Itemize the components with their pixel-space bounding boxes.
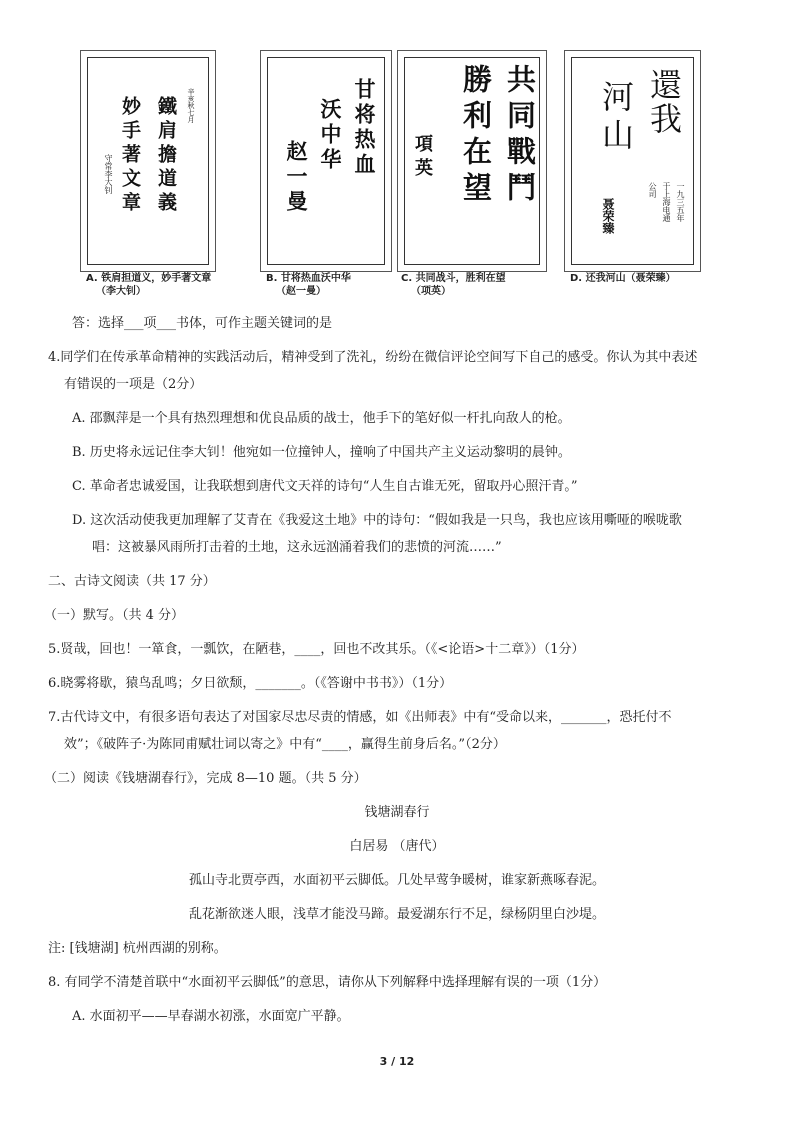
calligraphy-panel-a <box>80 50 216 272</box>
calligraphy-panel-c <box>397 50 547 272</box>
option-d-continued: 唱：这被暴风雨所打击着的土地，这永远汹涌着我们的悲愤的河流……” <box>92 540 502 555</box>
option-d: D. 这次活动使我更加理解了艾青在《我爱这土地》中的诗句：“假如我是一只鸟，我也应该用嘶哑的喉咙歌 <box>72 513 682 528</box>
question-5: 5.贤哉，回也！一箪食，一瓢饮，在陋巷，____，回也不改其乐。（《<论语>十二章》）（1分） <box>48 642 585 657</box>
calligraphy-signature: 聂荣臻 <box>601 198 615 234</box>
answer-line: 答：选择___项___书体，可作主题关键词的是 <box>72 316 333 331</box>
poem-line: 乱花渐欲迷人眼，浅草才能没马蹄。最爱湖东行不足，绿杨阴里白沙堤。 <box>188 907 605 922</box>
caption-b <box>266 272 351 298</box>
calligraphy-column: 甘将热血 <box>352 78 377 178</box>
poem-title: 钱塘湖春行 <box>364 805 430 820</box>
caption-text: C. 共同战斗，胜利在望 <box>401 273 506 284</box>
panel-frame <box>571 57 694 265</box>
option-b: B. 历史将永远记住李大钊！他宛如一位撞钟人，撞响了中国共产主义运动黎明的晨钟。 <box>72 445 571 460</box>
question-4-stem: 有错误的一项是（2分） <box>64 377 203 392</box>
question-4-stem: 4.同学们在传承革命精神的实践活动后，精神受到了洗礼，纷纷在微信评论空间写下自己的感受。你认为其中表述 <box>48 350 698 365</box>
question-6: 6.晓雾将歇，猿鸟乱鸣；夕日欲颓，_______。（《答谢中书书》）（1分） <box>48 676 453 691</box>
question-8-option-a: A. 水面初平——早春湖水初涨，水面宽广平静。 <box>72 1009 350 1024</box>
calligraphy-signature: 項英 <box>412 134 433 182</box>
calligraphy-inscription: 一九三五年 <box>676 182 685 222</box>
panel-frame <box>87 57 209 265</box>
poem-line: 孤山寺北贾亭西，水面初平云脚低。几处早莺争暖树，谁家新燕啄春泥。 <box>188 873 605 888</box>
calligraphy-column: 鐵肩擔道義 <box>155 96 177 216</box>
calligraphy-column: 河山 <box>597 80 635 156</box>
caption-author: （李大钊） <box>96 286 146 297</box>
option-c: C. 革命者忠诚爱国，让我联想到唐代文天祥的诗句“人生自古谁无死，留取丹心照汗青。” <box>72 479 578 494</box>
calligraphy-panel-b <box>260 50 392 272</box>
calligraphy-column: 共同戰鬥 <box>503 64 537 208</box>
calligraphy-inscription: 辛亥秋七月 <box>187 88 195 123</box>
poem-author: 白居易 （唐代） <box>349 839 445 854</box>
question-7-continued: 效”；《破阵子·为陈同甫赋壮词以寄之》中有“____，赢得生前身后名。”（2分） <box>64 737 506 752</box>
caption-text: A. 铁肩担道义，妙手著文章 <box>86 273 212 284</box>
caption-c <box>401 272 506 298</box>
calligraphy-column: 沃中华 <box>318 98 343 173</box>
option-a: A. 邵飘萍是一个具有热烈理想和优良品质的战士，他手下的笔好似一杆扎向敌人的枪。 <box>72 411 571 426</box>
caption-author: （赵一曼） <box>276 286 326 297</box>
caption-a <box>86 272 211 298</box>
calligraphy-signature: 守常李大钊 <box>104 154 113 194</box>
poem-note: 注: [钱塘湖] 杭州西湖的别称。 <box>48 941 227 956</box>
question-8: 8. 有同学不清楚首联中“水面初平云脚低”的意思，请你从下列解释中选择理解有误的一项（1分） <box>48 975 607 990</box>
calligraphy-column: 勝利在望 <box>459 64 493 208</box>
section-heading: 二、古诗文阅读（共 17 分） <box>48 574 216 589</box>
caption-text: D. 还我河山（聂荣臻） <box>570 273 676 284</box>
calligraphy-signature: 赵一曼 <box>284 140 309 215</box>
subsection-heading: （二）阅读《钱塘湖春行》，完成 8—10 题。（共 5 分） <box>44 771 367 786</box>
subsection-heading: （一）默写。（共 4 分） <box>44 608 185 623</box>
calligraphy-column: 還我 <box>645 68 683 136</box>
caption-text: B. 甘将热血沃中华 <box>266 273 351 284</box>
calligraphy-panel-d <box>564 50 701 272</box>
caption-author: （项英） <box>411 286 451 297</box>
calligraphy-column: 妙手著文章 <box>119 96 141 216</box>
panel-frame <box>267 57 385 265</box>
caption-d <box>570 272 676 285</box>
calligraphy-inscription: 于上海电通 <box>662 182 671 222</box>
calligraphy-inscription: 公司 <box>648 182 657 198</box>
page-number: 3 / 12 <box>379 1055 415 1068</box>
question-7: 7.古代诗文中，有很多语句表达了对国家尽忠尽责的情感，如《出师表》中有“受命以来，_______，恐托付不 <box>48 710 672 725</box>
panel-frame <box>404 57 540 265</box>
